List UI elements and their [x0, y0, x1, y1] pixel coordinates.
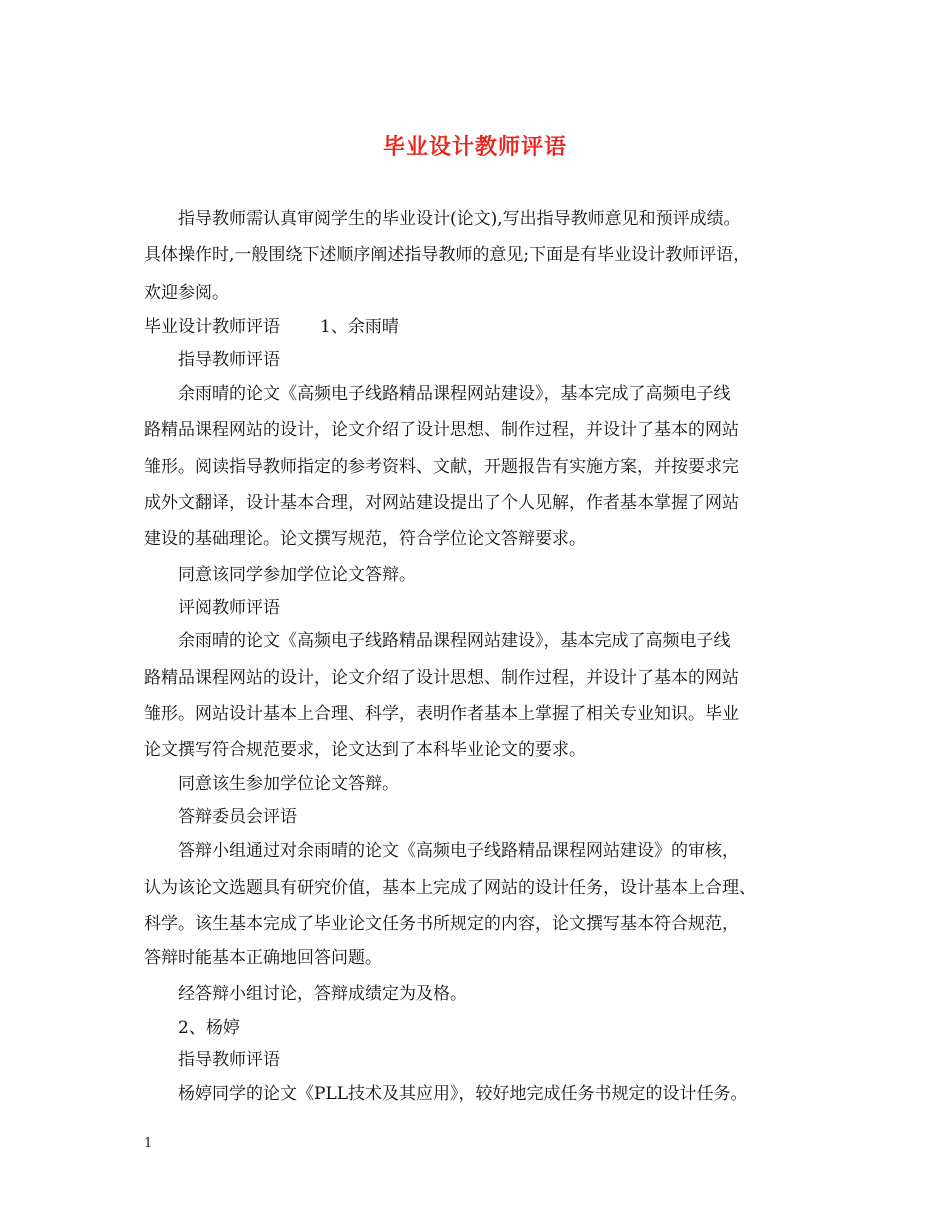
student-1-label: 1、余雨晴 — [320, 317, 399, 337]
advisor-text-1-line-4: 成外文翻译，设计基本合理，对网站建设提出了个人见解，作者基本掌握了网站 — [144, 493, 739, 513]
page-title: 毕业设计教师评语 — [382, 134, 567, 160]
reviewer-text-1-line-1: 余雨晴的论文《高频电子线路精品课程网站建设》，基本完成了高频电子线 — [178, 631, 731, 651]
advisor-text-1-line-2: 路精品课程网站的设计，论文介绍了设计思想、制作过程，并设计了基本的网站 — [144, 420, 739, 440]
reviewer-text-1-line-4: 论文撰写符合规范要求，论文达到了本科毕业论文的要求。 — [144, 740, 586, 760]
advisor-heading-2: 指导教师评语 — [178, 1050, 280, 1070]
advisor-conclusion-1: 同意该同学参加学位论文答辩。 — [178, 565, 416, 585]
section-heading-row — [144, 315, 399, 339]
advisor-text-1-line-1: 余雨晴的论文《高频电子线路精品课程网站建设》，基本完成了高频电子线 — [178, 384, 731, 404]
committee-text-1-line-3: 科学。该生基本完成了毕业论文任务书所规定的内容，论文撰写基本符合规范， — [144, 914, 739, 934]
reviewer-text-1-line-3: 雏形。网站设计基本上合理、科学，表明作者基本上掌握了相关专业知识。毕业 — [144, 704, 739, 724]
committee-text-1-line-4: 答辩时能基本正确地回答问题。 — [144, 948, 382, 968]
advisor-heading-1: 指导教师评语 — [178, 350, 280, 370]
committee-heading-1: 答辩委员会评语 — [178, 807, 297, 827]
intro-line-3: 欢迎参阅。 — [144, 283, 229, 303]
student-2-label: 2、杨婷 — [178, 1018, 240, 1038]
intro-line-1: 指导教师需认真审阅学生的毕业设计(论文),写出指导教师意见和预评成绩。 — [178, 209, 741, 229]
reviewer-conclusion-1: 同意该生参加学位论文答辩。 — [178, 774, 399, 794]
intro-line-2: 具体操作时,一般围绕下述顺序阐述指导教师的意见;下面是有毕业设计教师评语， — [144, 245, 751, 265]
advisor-text-2-line-1: 杨婷同学的论文《PLL技术及其应用》，较好地完成任务书规定的设计任务。 — [178, 1084, 748, 1104]
committee-text-1-line-1: 答辩小组通过对余雨晴的论文《高频电子线路精品课程网站建设》的审核， — [178, 841, 739, 861]
reviewer-text-1-line-2: 路精品课程网站的设计，论文介绍了设计思想、制作过程，并设计了基本的网站 — [144, 668, 739, 688]
reviewer-heading-1: 评阅教师评语 — [178, 598, 280, 618]
advisor-text-1-line-5: 建设的基础理论。论文撰写规范，符合学位论文答辩要求。 — [144, 529, 586, 549]
advisor-text-1-line-3: 雏形。阅读指导教师指定的参考资料、文献，开题报告有实施方案，并按要求完 — [144, 457, 739, 477]
committee-conclusion-1: 经答辩小组讨论，答辩成绩定为及格。 — [178, 984, 467, 1004]
committee-text-1-line-2: 认为该论文选题具有研究价值，基本上完成了网站的设计任务，设计基本上合理、 — [144, 878, 756, 898]
page-number: 1 — [144, 1136, 153, 1151]
section-heading: 毕业设计教师评语 — [144, 317, 280, 337]
